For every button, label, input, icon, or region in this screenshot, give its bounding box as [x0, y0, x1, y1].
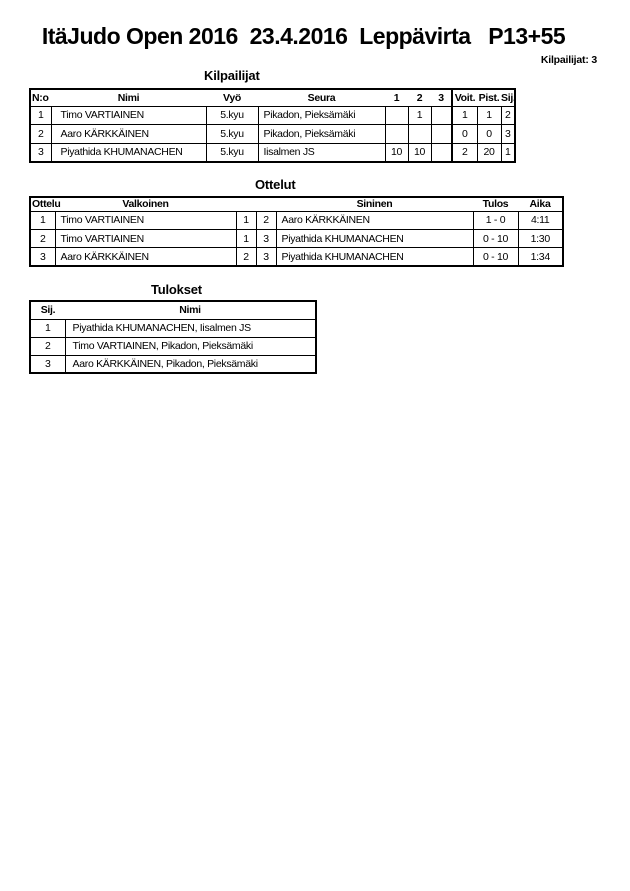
cell-white-name: Timo VARTIAINEN — [55, 211, 236, 229]
cell-club: Pikadon, Pieksämäki — [258, 106, 385, 125]
cell-time: 4:11 — [518, 211, 563, 229]
cell-result: 0 - 10 — [473, 229, 518, 247]
cell-name: Aaro KÄRKKÄINEN, Pikadon, Pieksämäki — [65, 355, 316, 373]
cell-wins: 2 — [452, 143, 477, 162]
matches-row — [30, 248, 563, 266]
cell-name: Piyathida KHUMANACHEN — [51, 143, 206, 162]
competitors-row — [30, 143, 515, 162]
results-table — [29, 300, 317, 374]
cell-belt: 5.kyu — [206, 143, 258, 162]
cell-rank: 2 — [501, 106, 515, 125]
cell-m3 — [431, 143, 452, 162]
cell-no: 2 — [30, 125, 51, 144]
matches-col-match: Ottelu — [32, 198, 61, 211]
results-row — [30, 337, 316, 355]
cell-match-no: 3 — [30, 248, 55, 266]
competitors-col-rank: Sij. — [501, 89, 515, 106]
competitors-col-no: N:o — [30, 89, 51, 106]
cell-blue-name: Piyathida KHUMANACHEN — [276, 248, 473, 266]
competitors-col-m3: 3 — [431, 89, 452, 106]
cell-no: 3 — [30, 143, 51, 162]
matches-col-white: Valkoinen — [55, 197, 236, 211]
matches-header-row — [30, 197, 563, 211]
competitors-heading: Kilpailijat — [204, 68, 260, 83]
matches-col-blueno — [256, 197, 276, 211]
competitors-row — [30, 106, 515, 125]
cell-white-no: 2 — [236, 248, 256, 266]
cell-match-no: 2 — [30, 229, 55, 247]
results-row — [30, 355, 316, 373]
participants-count: Kilpailijat: 3 — [540, 54, 597, 66]
cell-name: Timo VARTIAINEN — [51, 106, 206, 125]
cell-m1: 10 — [385, 143, 408, 162]
cell-m2 — [408, 125, 431, 144]
cell-m3 — [431, 106, 452, 125]
matches-col-time: Aika — [518, 197, 563, 211]
cell-m3 — [431, 125, 452, 144]
results-heading: Tulokset — [151, 282, 202, 297]
cell-points: 0 — [477, 125, 501, 144]
competitors-table — [29, 88, 516, 163]
competitors-header-row — [30, 89, 515, 106]
cell-rank: 2 — [30, 337, 65, 355]
cell-belt: 5.kyu — [206, 106, 258, 125]
matches-col-result: Tulos — [473, 197, 518, 211]
matches-row — [30, 229, 563, 247]
cell-blue-no: 2 — [256, 211, 276, 229]
cell-blue-name: Aaro KÄRKKÄINEN — [276, 211, 473, 229]
results-header-row — [30, 301, 316, 319]
competitors-col-points: Pist. — [477, 89, 501, 106]
cell-name: Piyathida KHUMANACHEN, Iisalmen JS — [65, 319, 316, 337]
page-title: ItäJudo Open 2016 23.4.2016 Leppävirta P13+55 — [41, 23, 566, 49]
cell-m2: 10 — [408, 143, 431, 162]
cell-time: 1:34 — [518, 248, 563, 266]
cell-club: Iisalmen JS — [258, 143, 385, 162]
competitors-col-belt: Vyö — [206, 89, 258, 106]
cell-wins: 1 — [452, 106, 477, 125]
competitors-col-wins: Voit. — [452, 89, 477, 106]
cell-no: 1 — [30, 106, 51, 125]
cell-club: Pikadon, Pieksämäki — [258, 125, 385, 144]
competitors-col-name: Nimi — [51, 89, 206, 106]
cell-wins: 0 — [452, 125, 477, 144]
cell-name: Timo VARTIAINEN, Pikadon, Pieksämäki — [65, 337, 316, 355]
competitors-col-m2: 2 — [408, 89, 431, 106]
cell-rank: 1 — [30, 319, 65, 337]
results-col-rank: Sij. — [30, 301, 65, 319]
cell-time: 1:30 — [518, 229, 563, 247]
cell-blue-no: 3 — [256, 248, 276, 266]
cell-blue-no: 3 — [256, 229, 276, 247]
cell-result: 0 - 10 — [473, 248, 518, 266]
cell-points: 20 — [477, 143, 501, 162]
cell-white-no: 1 — [236, 211, 256, 229]
cell-white-name: Timo VARTIAINEN — [55, 229, 236, 247]
cell-rank: 1 — [501, 143, 515, 162]
cell-belt: 5.kyu — [206, 125, 258, 144]
cell-white-no: 1 — [236, 229, 256, 247]
cell-blue-name: Piyathida KHUMANACHEN — [276, 229, 473, 247]
cell-m1 — [385, 106, 408, 125]
cell-m1 — [385, 125, 408, 144]
cell-m2: 1 — [408, 106, 431, 125]
matches-heading: Ottelut — [255, 177, 296, 192]
competitors-row — [30, 125, 515, 144]
cell-match-no: 1 — [30, 211, 55, 229]
results-row — [30, 319, 316, 337]
cell-rank: 3 — [501, 125, 515, 144]
matches-row — [30, 211, 563, 229]
cell-rank: 3 — [30, 355, 65, 373]
cell-name: Aaro KÄRKKÄINEN — [51, 125, 206, 144]
matches-col-whiteno — [236, 197, 256, 211]
results-col-name: Nimi — [65, 301, 316, 319]
cell-result: 1 - 0 — [473, 211, 518, 229]
competitors-col-club: Seura — [258, 89, 385, 106]
competitors-col-m1: 1 — [385, 89, 408, 106]
matches-table — [29, 196, 564, 267]
cell-points: 1 — [477, 106, 501, 125]
matches-col-blue: Sininen — [276, 197, 473, 211]
cell-white-name: Aaro KÄRKKÄINEN — [55, 248, 236, 266]
